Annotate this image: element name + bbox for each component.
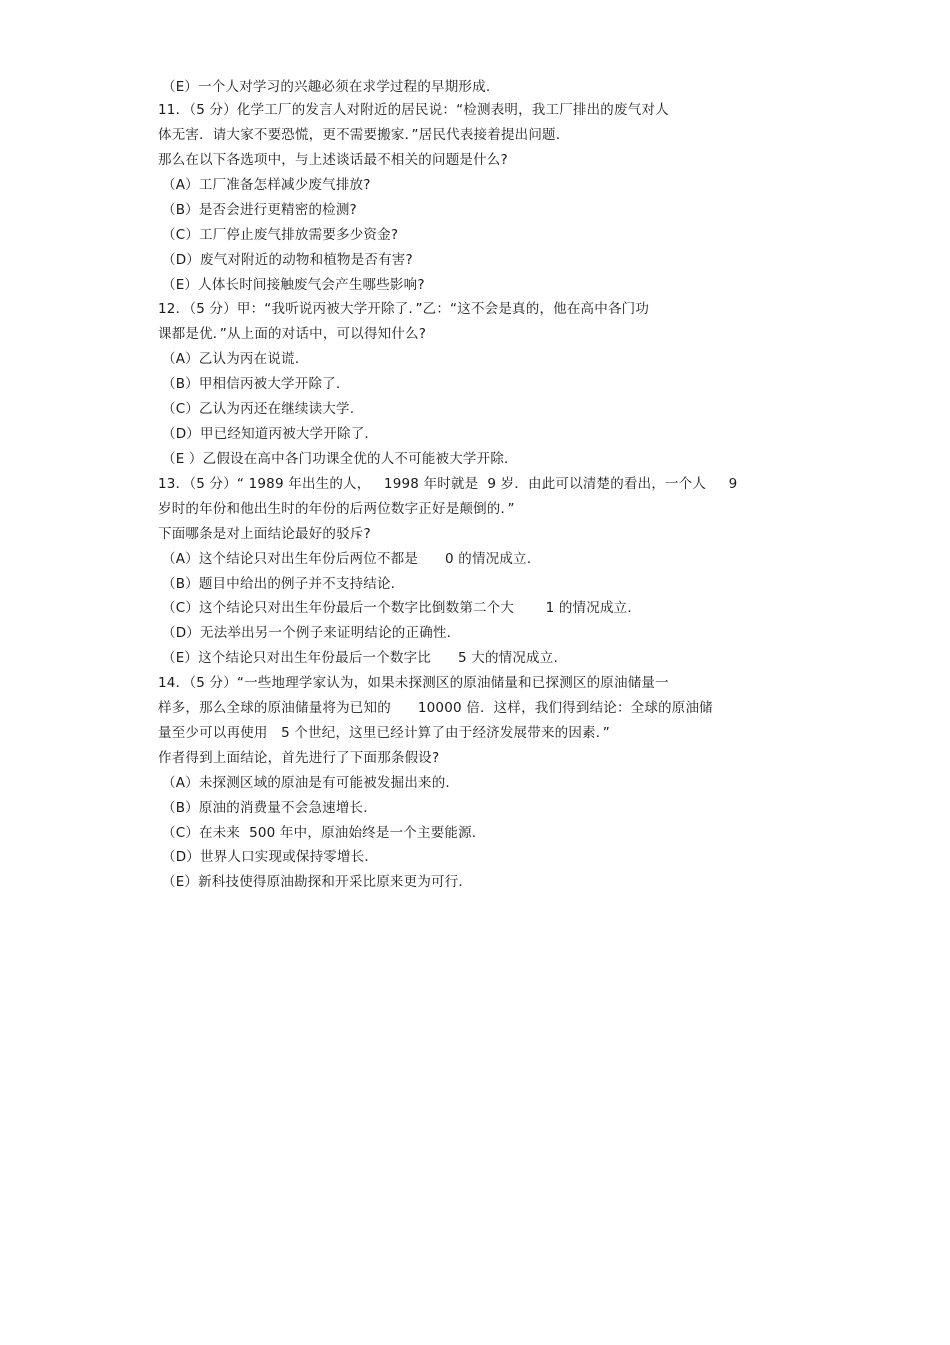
question-13-option-c: （C）这个结论只对出生年份最后一个数字比倒数第二个大 1 的情况成立. [162, 600, 632, 616]
question-14-option-d: （D）世界人口实现或保持零增长. [162, 849, 369, 865]
question-14-prompt: 作者得到上面结论，首先进行了下面那条假设? [158, 750, 440, 766]
question-12-stem: 12．（5 分）甲：“我听说丙被大学开除了．”乙：“这不会是真的，他在高中各门功 [158, 301, 650, 317]
question-11-option-b: （B）是否会进行更精密的检测? [162, 202, 357, 218]
question-12-option-e: （E ）乙假设在高中各门功课全优的人不可能被大学开除. [162, 451, 509, 467]
question-11-prompt: 那么在以下各选项中，与上述谈话最不相关的问题是什么? [158, 152, 508, 168]
question-11-option-c: （C）工厂停止废气排放需要多少资金? [162, 227, 399, 243]
question-13-option-a: （A）这个结论只对出生年份后两位不都是 0 的情况成立. [162, 551, 532, 567]
question-11-option-a: （A）工厂准备怎样减少废气排放? [162, 177, 371, 193]
question-14-option-c: （C）在未来 500 年中，原油始终是一个主要能源. [162, 825, 477, 841]
question-12-option-c: （C）乙认为丙还在继续读大学. [162, 401, 355, 417]
question-14-option-a: （A）未探测区域的原油是有可能被发掘出来的. [162, 775, 450, 791]
question-13-stem: 13．（5 分）“ 1989 年出生的人， 1998 年时就是 9 岁．由此可以清楚的看出，一个人 9 [158, 476, 738, 492]
question-12-option-d: （D）甲已经知道丙被大学开除了. [162, 426, 369, 442]
question-11-stem: 11．（5 分）化学工厂的发言人对附近的居民说：“检测表明，我工厂排出的废气对人 [158, 102, 669, 118]
question-14-option-b: （B）原油的消费量不会急速增长. [162, 800, 368, 816]
option-e-q10: （E）一个人对学习的兴趣必须在求学过程的早期形成. [162, 79, 491, 95]
question-13-prompt: 下面哪条是对上面结论最好的驳斥? [158, 526, 371, 542]
question-13-option-d: （D）无法举出另一个例子来证明结论的正确性. [162, 625, 452, 641]
question-14-stem-cont-1: 样多，那么全球的原油储量将为已知的 10000 倍．这样，我们得到结论：全球的原油储 [158, 700, 713, 716]
question-11-option-d: （D）废气对附近的动物和植物是否有害? [162, 252, 413, 268]
question-13-option-b: （B）题目中给出的例子并不支持结论. [162, 576, 396, 592]
question-14-stem-cont-2: 量至少可以再使用 5 个世纪，这里已经计算了由于经济发展带来的因素．” [158, 725, 610, 741]
question-12-option-a: （A）乙认为丙在说谎. [162, 351, 300, 367]
question-11-option-e: （E）人体长时间接触废气会产生哪些影响? [162, 277, 425, 293]
question-14-option-e: （E）新科技使得原油勘探和开采比原来更为可行. [162, 874, 463, 890]
question-13-option-e: （E）这个结论只对出生年份最后一个数字比 5 大的情况成立. [162, 650, 558, 666]
question-13-stem-cont: 岁时的年份和他出生时的年份的后两位数字正好是颠倒的．” [158, 501, 515, 517]
question-12-stem-cont: 课都是优．”从上面的对话中，可以得知什么? [158, 326, 427, 342]
question-14-stem: 14．（5 分）“一些地理学家认为，如果未探测区的原油储量和已探测区的原油储量一 [158, 675, 669, 691]
question-12-option-b: （B）甲相信丙被大学开除了. [162, 376, 341, 392]
question-11-stem-cont: 体无害．请大家不要恐慌，更不需要搬家．”居民代表接着提出问题. [158, 127, 561, 143]
